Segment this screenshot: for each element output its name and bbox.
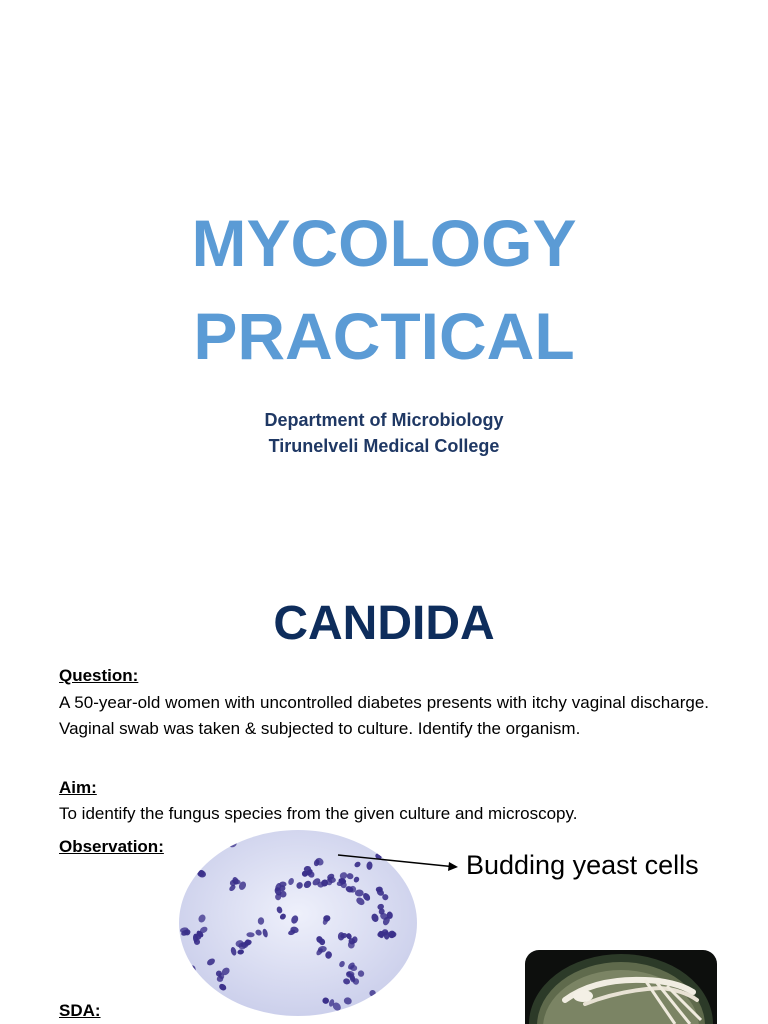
annotation-arrow <box>330 845 470 875</box>
yeast-cell <box>193 861 200 870</box>
yeast-cell <box>197 858 203 865</box>
question-label: Question: <box>59 666 139 685</box>
yeast-cell <box>215 829 223 838</box>
yeast-cell <box>183 861 188 868</box>
budding-yeast-label: Budding yeast cells <box>466 850 699 880</box>
yeast-cell <box>203 828 212 836</box>
yeast-cell <box>194 831 201 837</box>
yeast-cell <box>208 832 216 841</box>
yeast-cell <box>182 865 191 874</box>
yeast-cell <box>204 836 214 846</box>
question-text: A 50-year-old women with uncontrolled diabetes presents with itchy vaginal discharge. Vaginal swab was taken & subjected to culture. Identify the organism. <box>59 693 709 738</box>
yeast-cell <box>189 867 197 874</box>
aim-label: Aim: <box>59 778 97 797</box>
yeast-cell <box>218 836 226 844</box>
yeast-cell <box>228 836 237 845</box>
yeast-cell <box>369 999 377 1006</box>
yeast-cell <box>372 1002 382 1011</box>
sda-culture-plate-image <box>525 950 717 1024</box>
yeast-cell <box>216 828 224 837</box>
yeast-cell <box>373 998 382 1008</box>
yeast-cell <box>221 834 229 844</box>
sda-label: SDA: <box>59 1001 101 1020</box>
title-line-2: PRACTICAL <box>193 299 575 373</box>
yeast-cell <box>179 865 187 873</box>
observation-label: Observation: <box>59 837 164 856</box>
section-heading: CANDIDA <box>273 597 495 650</box>
yeast-cell <box>181 866 191 876</box>
aim-text: To identify the fungus species from the given culture and microscopy. <box>59 804 578 823</box>
department-name: Department of Microbiology <box>264 410 504 430</box>
yeast-cell <box>182 964 192 974</box>
yeast-cell <box>355 890 364 897</box>
title-line-1: MYCOLOGY <box>191 206 577 280</box>
college-name: Tirunelveli Medical College <box>268 436 500 456</box>
